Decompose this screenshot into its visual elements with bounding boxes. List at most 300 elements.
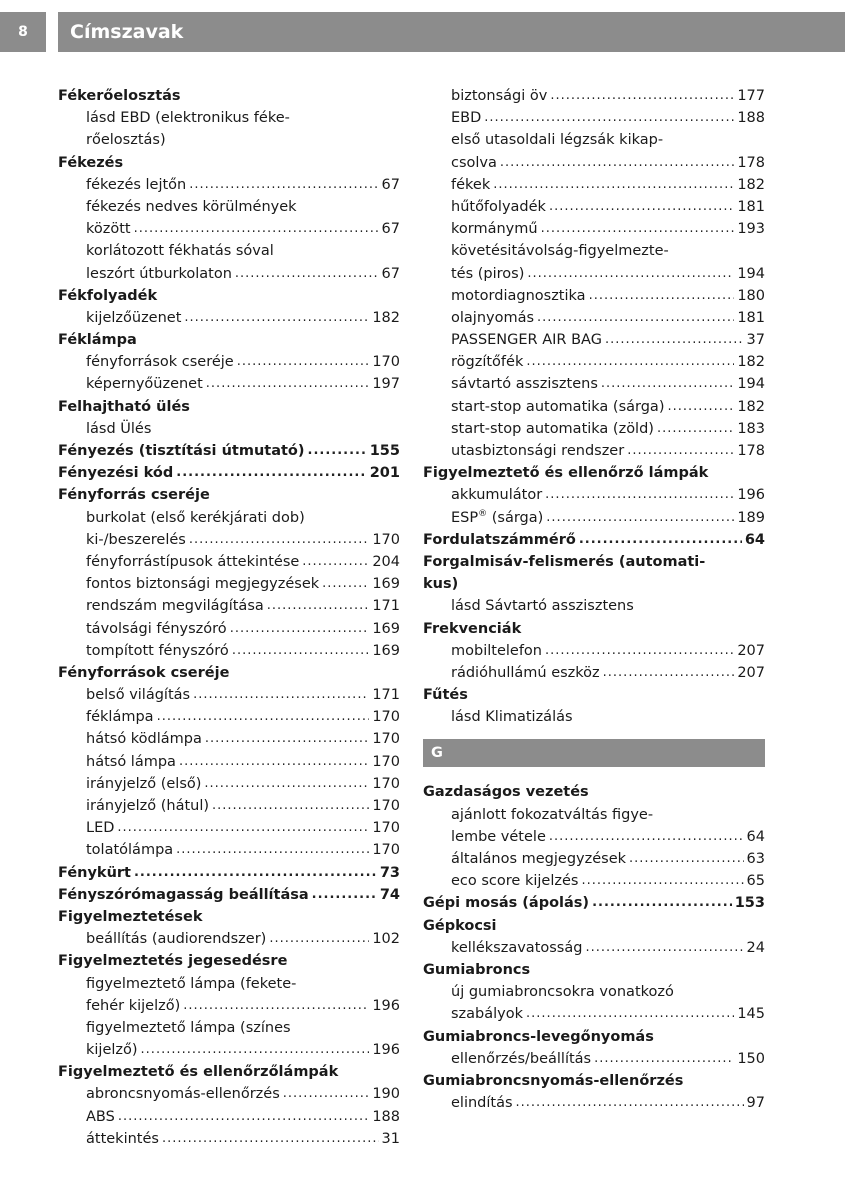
index-heading bbox=[58, 285, 400, 307]
index-heading bbox=[423, 915, 765, 937]
entry-text: Frekvenciák bbox=[423, 620, 522, 637]
dot-leader bbox=[603, 662, 735, 684]
index-heading bbox=[423, 892, 765, 914]
index-subentry bbox=[58, 773, 400, 795]
index-subentry bbox=[58, 684, 400, 706]
entry-text: kijelző) bbox=[86, 1042, 138, 1059]
dot-leader bbox=[541, 218, 735, 240]
index-heading bbox=[423, 1026, 765, 1048]
index-subentry bbox=[423, 1003, 765, 1025]
page-reference: 150 bbox=[737, 1050, 765, 1067]
dot-leader bbox=[118, 1106, 369, 1128]
page-reference: 97 bbox=[746, 1095, 765, 1112]
index-heading bbox=[58, 1061, 400, 1083]
page-reference: 145 bbox=[737, 1006, 765, 1023]
index-column-left bbox=[58, 85, 400, 1150]
index-subentry bbox=[58, 196, 400, 218]
entry-text: Fordulatszámmérő bbox=[423, 531, 576, 548]
entry-text: Fényforrás cseréje bbox=[58, 487, 210, 504]
page-reference: 169 bbox=[372, 576, 400, 593]
index-subentry bbox=[58, 373, 400, 395]
dot-leader bbox=[230, 618, 370, 640]
page-reference: 207 bbox=[737, 664, 765, 681]
entry-text: lembe vétele bbox=[451, 828, 546, 845]
entry-text: fényforrástípusok áttekintése bbox=[86, 553, 300, 570]
page-reference: 169 bbox=[372, 642, 400, 659]
page-reference: 182 bbox=[372, 309, 400, 326]
entry-text: beállítás (audiorendszer) bbox=[86, 931, 267, 948]
dot-leader bbox=[549, 826, 744, 848]
entry-text: Figyelmeztetés jegesedésre bbox=[58, 953, 288, 970]
entry-text: Fényezés (tisztítási útmutató) bbox=[58, 443, 305, 459]
page-reference: 178 bbox=[737, 154, 765, 171]
index-subentry bbox=[58, 618, 400, 640]
index-subentry bbox=[423, 263, 765, 285]
index-subentry bbox=[58, 1106, 400, 1128]
entry-text: LED bbox=[86, 820, 115, 837]
page-reference: 102 bbox=[372, 931, 400, 948]
index-subentry bbox=[423, 484, 765, 506]
entry-text: rőelosztás) bbox=[86, 132, 166, 149]
index-subentry bbox=[58, 1017, 400, 1039]
entry-text: hátsó lámpa bbox=[86, 753, 176, 770]
entry-text: fékezés nedves körülmények bbox=[86, 198, 297, 215]
page-reference: 182 bbox=[737, 176, 765, 193]
page-reference: 169 bbox=[372, 620, 400, 637]
page-reference: 196 bbox=[372, 1042, 400, 1059]
index-subentry bbox=[423, 826, 765, 848]
index-subentry bbox=[58, 751, 400, 773]
entry-text: start-stop automatika (zöld) bbox=[451, 420, 654, 437]
page-reference: 67 bbox=[381, 176, 400, 193]
page-reference: 24 bbox=[746, 939, 765, 956]
dot-leader bbox=[269, 928, 369, 950]
page-reference: 207 bbox=[737, 642, 765, 659]
index-heading bbox=[423, 529, 765, 551]
dot-leader bbox=[592, 892, 732, 914]
index-subentry bbox=[58, 1128, 400, 1150]
index-subentry bbox=[423, 981, 765, 1003]
index-subentry bbox=[423, 804, 765, 826]
index-subentry bbox=[58, 218, 400, 240]
dot-leader bbox=[579, 529, 742, 551]
entry-text: kijelzőüzenet bbox=[86, 309, 182, 326]
index-subentry bbox=[58, 1039, 400, 1061]
index-heading bbox=[58, 85, 400, 107]
index-subentry bbox=[423, 373, 765, 395]
index-subentry bbox=[58, 529, 400, 551]
index-subentry bbox=[423, 507, 765, 529]
page-reference: 64 bbox=[746, 828, 765, 845]
entry-text: sávtartó asszisztens bbox=[451, 376, 598, 393]
entry-text: akkumulátor bbox=[451, 487, 543, 504]
index-subentry bbox=[423, 285, 765, 307]
index-subentry bbox=[58, 351, 400, 373]
index-subentry bbox=[58, 706, 400, 728]
dot-leader bbox=[549, 196, 734, 218]
dot-leader bbox=[184, 307, 369, 329]
page-reference: 170 bbox=[372, 753, 400, 770]
entry-text: figyelmeztető lámpa (fekete- bbox=[86, 975, 297, 992]
index-subentry bbox=[58, 640, 400, 662]
index-heading bbox=[423, 618, 765, 640]
page-reference: 183 bbox=[737, 420, 765, 437]
index-subentry bbox=[58, 507, 400, 529]
index-heading bbox=[58, 884, 400, 906]
dot-leader bbox=[162, 1128, 379, 1150]
page-reference: 170 bbox=[372, 820, 400, 837]
entry-text: ellenőrzés/beállítás bbox=[451, 1050, 592, 1067]
entry-text: Fényszórómagasság beállítása bbox=[58, 886, 309, 903]
index-subentry bbox=[58, 595, 400, 617]
index-subentry bbox=[423, 129, 765, 151]
page-reference: 170 bbox=[372, 709, 400, 726]
entry-text: tompított fényszóró bbox=[86, 642, 229, 659]
page-reference: 188 bbox=[372, 1108, 400, 1125]
index-heading bbox=[58, 662, 400, 684]
entry-text: rádióhullámú eszköz bbox=[451, 664, 600, 681]
entry-text: Gazdaságos vezetés bbox=[423, 784, 589, 801]
dot-leader bbox=[484, 107, 734, 129]
dot-leader bbox=[206, 373, 370, 395]
dot-leader bbox=[308, 440, 367, 462]
dot-leader bbox=[516, 1092, 744, 1114]
dot-leader bbox=[667, 396, 734, 418]
index-subentry bbox=[423, 440, 765, 462]
page-reference: 197 bbox=[372, 376, 400, 393]
entry-text: Figyelmeztető és ellenőrző lámpák bbox=[423, 465, 709, 482]
dot-leader bbox=[601, 373, 734, 395]
dot-leader bbox=[204, 773, 369, 795]
index-heading bbox=[423, 573, 765, 595]
index-subentry bbox=[423, 351, 765, 373]
index-heading bbox=[58, 484, 400, 506]
entry-text: Figyelmeztetések bbox=[58, 908, 203, 925]
dot-leader bbox=[183, 995, 369, 1017]
index-subentry bbox=[423, 937, 765, 959]
entry-text: Gumiabroncs-levegőnyomás bbox=[423, 1028, 654, 1045]
index-subentry bbox=[58, 240, 400, 262]
index-subentry bbox=[58, 263, 400, 285]
index-subentry bbox=[58, 418, 400, 440]
index-heading bbox=[58, 440, 400, 462]
entry-text: olajnyomás bbox=[451, 309, 535, 326]
entry-text: rendszám megvilágítása bbox=[86, 598, 264, 615]
entry-text: eco score kijelzés bbox=[451, 873, 579, 890]
index-subentry bbox=[423, 640, 765, 662]
entry-text: ABS bbox=[86, 1108, 115, 1125]
page-reference: 182 bbox=[737, 398, 765, 415]
index-subentry bbox=[423, 870, 765, 892]
page-reference: 171 bbox=[372, 687, 400, 704]
dot-leader bbox=[141, 1039, 370, 1061]
entry-text: rögzítőfék bbox=[451, 354, 524, 371]
entry-text: mobiltelefon bbox=[451, 642, 542, 659]
page-reference: 181 bbox=[737, 309, 765, 326]
entry-text: Gumiabroncs bbox=[423, 961, 531, 978]
entry-text: fényforrások cseréje bbox=[86, 354, 234, 371]
entry-text: Féklámpa bbox=[58, 332, 137, 349]
entry-text: Fékezés bbox=[58, 154, 124, 171]
entry-text: ki-/beszerelés bbox=[86, 531, 186, 548]
index-subentry bbox=[58, 995, 400, 1017]
entry-text: kellékszavatosság bbox=[451, 939, 583, 956]
entry-text: csolva bbox=[451, 154, 497, 171]
entry-text: lásd Sávtartó asszisztens bbox=[451, 598, 634, 615]
entry-text: biztonsági öv bbox=[451, 88, 548, 104]
entry-text: motordiagnosztika bbox=[451, 287, 586, 304]
entry-text: ESP® (sárga) bbox=[451, 508, 544, 526]
entry-text: Fényezési kód bbox=[58, 465, 174, 482]
entry-text: Fékfolyadék bbox=[58, 287, 158, 304]
dot-leader bbox=[526, 1003, 734, 1025]
index-subentry bbox=[423, 418, 765, 440]
index-subentry bbox=[58, 174, 400, 196]
entry-text: első utasoldali légzsák kikap- bbox=[451, 132, 664, 149]
dot-leader bbox=[629, 848, 744, 870]
index-heading bbox=[58, 396, 400, 418]
dot-leader bbox=[189, 529, 369, 551]
dot-leader bbox=[526, 351, 734, 373]
page-reference: 188 bbox=[737, 110, 765, 127]
entry-text: ajánlott fokozatváltás figye- bbox=[451, 806, 654, 823]
entry-text: lásd Klimatizálás bbox=[451, 709, 573, 726]
entry-text: távolsági fényszóró bbox=[86, 620, 227, 637]
index-subentry bbox=[423, 662, 765, 684]
page-reference: 181 bbox=[737, 198, 765, 215]
index-heading bbox=[58, 329, 400, 351]
page-reference: 73 bbox=[379, 864, 400, 881]
entry-text: hátsó ködlámpa bbox=[86, 731, 202, 748]
index-heading bbox=[58, 152, 400, 174]
entry-text: áttekintés bbox=[86, 1130, 159, 1147]
page-reference: 170 bbox=[372, 798, 400, 814]
entry-text: EBD bbox=[451, 110, 482, 127]
entry-text: fékezés lejtőn bbox=[86, 176, 187, 193]
page-reference: 201 bbox=[369, 465, 400, 482]
dot-leader bbox=[232, 640, 370, 662]
index-heading bbox=[423, 1070, 765, 1092]
page-reference: 170 bbox=[372, 731, 400, 748]
page-reference: 31 bbox=[381, 1130, 400, 1147]
page-title: Címszavak bbox=[70, 21, 184, 43]
index-heading bbox=[423, 781, 765, 803]
dot-leader bbox=[545, 484, 734, 506]
entry-text: Fényforrások cseréje bbox=[58, 664, 230, 681]
index-heading bbox=[423, 959, 765, 981]
entry-text: szabályok bbox=[451, 1006, 524, 1023]
entry-text: képernyőüzenet bbox=[86, 376, 203, 393]
page-reference: 170 bbox=[372, 531, 400, 548]
dot-leader bbox=[134, 218, 379, 240]
page-reference: 193 bbox=[737, 221, 765, 238]
dot-leader bbox=[550, 85, 734, 107]
index-subentry bbox=[423, 85, 765, 107]
entry-text: féklámpa bbox=[86, 709, 154, 726]
entry-text: Fékerőelosztás bbox=[58, 88, 181, 104]
page-reference: 67 bbox=[381, 265, 400, 282]
page-reference: 170 bbox=[372, 775, 400, 792]
entry-text: általános megjegyzések bbox=[451, 851, 627, 867]
page-number: 8 bbox=[0, 12, 46, 52]
dot-leader bbox=[500, 152, 734, 174]
dot-leader bbox=[312, 884, 377, 906]
index-subentry bbox=[423, 174, 765, 196]
entry-text: kus) bbox=[423, 576, 459, 593]
page-reference: 171 bbox=[372, 598, 400, 615]
index-subentry bbox=[423, 196, 765, 218]
dot-leader bbox=[581, 870, 743, 892]
entry-text: Fűtés bbox=[423, 687, 468, 704]
dot-leader bbox=[589, 285, 735, 307]
index-subentry bbox=[423, 107, 765, 129]
entry-text: Fénykürt bbox=[58, 864, 131, 881]
page-reference: 180 bbox=[737, 287, 765, 304]
entry-text: irányjelző (hátul) bbox=[86, 798, 210, 814]
page-reference: 153 bbox=[734, 895, 765, 912]
page-reference: 177 bbox=[737, 88, 765, 104]
page-reference: 170 bbox=[372, 354, 400, 371]
dot-leader bbox=[134, 862, 377, 884]
page-reference: 63 bbox=[746, 851, 765, 867]
page-reference: 178 bbox=[737, 443, 765, 459]
index-subentry bbox=[58, 928, 400, 950]
index-subentry bbox=[423, 218, 765, 240]
page-reference: 194 bbox=[737, 376, 765, 393]
index-subentry bbox=[423, 396, 765, 418]
page-reference: 74 bbox=[379, 886, 400, 903]
entry-text: korlátozott fékhatás sóval bbox=[86, 243, 274, 260]
index-subentry bbox=[58, 817, 400, 839]
page-reference: 37 bbox=[746, 332, 765, 349]
index-heading bbox=[58, 862, 400, 884]
dot-leader bbox=[176, 462, 366, 484]
dot-leader bbox=[212, 795, 369, 817]
index-subentry bbox=[58, 551, 400, 573]
entry-text: abroncsnyomás-ellenőrzés bbox=[86, 1086, 280, 1103]
entry-text: hűtőfolyadék bbox=[451, 198, 546, 215]
entry-text: között bbox=[86, 221, 131, 238]
index-subentry bbox=[423, 1048, 765, 1070]
index-subentry bbox=[58, 973, 400, 995]
index-heading bbox=[423, 684, 765, 706]
dot-leader bbox=[537, 307, 734, 329]
dot-leader bbox=[322, 573, 369, 595]
entry-text: követésitávolság-figyelmezte- bbox=[451, 243, 669, 260]
entry-text: leszórt útburkolaton bbox=[86, 265, 232, 282]
entry-text: új gumiabroncsokra vonatkozó bbox=[451, 984, 674, 1001]
index-subentry bbox=[58, 573, 400, 595]
dot-leader bbox=[267, 595, 370, 617]
entry-text: belső világítás bbox=[86, 687, 191, 704]
entry-text: figyelmeztető lámpa (színes bbox=[86, 1019, 291, 1036]
index-heading bbox=[58, 462, 400, 484]
page-reference: 196 bbox=[372, 997, 400, 1014]
entry-text: start-stop automatika (sárga) bbox=[451, 398, 665, 415]
entry-text: lásd EBD (elektronikus féke- bbox=[86, 110, 290, 127]
entry-text: PASSENGER AIR BAG bbox=[451, 332, 602, 349]
dot-leader bbox=[193, 684, 369, 706]
page-reference: 155 bbox=[369, 443, 400, 459]
dot-leader bbox=[527, 263, 734, 285]
dot-leader bbox=[302, 551, 369, 573]
dot-leader bbox=[157, 706, 370, 728]
entry-text: Gépi mosás (ápolás) bbox=[423, 895, 590, 912]
entry-text: Figyelmeztető és ellenőrzőlámpák bbox=[58, 1064, 339, 1081]
dot-leader bbox=[179, 751, 369, 773]
index-subentry bbox=[423, 1092, 765, 1114]
dot-leader bbox=[546, 507, 734, 529]
entry-text: kormánymű bbox=[451, 221, 538, 238]
entry-text: lásd Ülés bbox=[86, 420, 152, 437]
page-reference: 65 bbox=[746, 873, 765, 890]
index-subentry bbox=[58, 728, 400, 750]
page-reference: 189 bbox=[737, 509, 765, 526]
entry-text: tolatólámpa bbox=[86, 842, 174, 859]
index-subentry bbox=[58, 795, 400, 817]
entry-text: Felhajtható ülés bbox=[58, 398, 190, 415]
section-letter-bar: G bbox=[423, 739, 765, 767]
page-reference: 194 bbox=[737, 265, 765, 282]
page-reference: 64 bbox=[744, 531, 765, 548]
index-subentry bbox=[423, 240, 765, 262]
entry-text: Gumiabroncsnyomás-ellenőrzés bbox=[423, 1072, 684, 1089]
page-reference: 67 bbox=[381, 221, 400, 238]
dot-leader bbox=[283, 1083, 370, 1105]
index-heading bbox=[423, 462, 765, 484]
dot-leader bbox=[237, 351, 370, 373]
entry-text: burkolat (első kerékjárati dob) bbox=[86, 509, 305, 526]
index-subentry bbox=[423, 706, 765, 728]
index-subentry bbox=[58, 839, 400, 861]
entry-text: Gépkocsi bbox=[423, 917, 497, 934]
page-reference: 170 bbox=[372, 842, 400, 859]
dot-leader bbox=[657, 418, 734, 440]
dot-leader bbox=[235, 263, 379, 285]
dot-leader bbox=[189, 174, 378, 196]
dot-leader bbox=[605, 329, 744, 351]
index-subentry bbox=[423, 307, 765, 329]
page-reference: 204 bbox=[372, 553, 400, 570]
index-heading bbox=[58, 950, 400, 972]
entry-text: elindítás bbox=[451, 1095, 513, 1112]
page-header bbox=[0, 0, 845, 50]
dot-leader bbox=[493, 174, 734, 196]
index-heading bbox=[58, 906, 400, 928]
page-reference: 196 bbox=[737, 487, 765, 504]
entry-text: tés (piros) bbox=[451, 265, 525, 282]
index-subentry bbox=[423, 595, 765, 617]
entry-text: fontos biztonsági megjegyzések bbox=[86, 576, 320, 593]
entry-text: fékek bbox=[451, 176, 491, 193]
index-subentry bbox=[58, 129, 400, 151]
dot-leader bbox=[117, 817, 369, 839]
dot-leader bbox=[627, 440, 734, 462]
dot-leader bbox=[585, 937, 743, 959]
index-subentry bbox=[58, 307, 400, 329]
index-subentry bbox=[58, 107, 400, 129]
index-column-right bbox=[423, 85, 765, 1114]
index-subentry bbox=[423, 848, 765, 870]
page-reference: 190 bbox=[372, 1086, 400, 1103]
dot-leader bbox=[205, 728, 369, 750]
entry-text: utasbiztonsági rendszer bbox=[451, 443, 625, 459]
index-subentry bbox=[423, 329, 765, 351]
entry-text: irányjelző (első) bbox=[86, 775, 202, 792]
dot-leader bbox=[594, 1048, 734, 1070]
index-subentry bbox=[423, 152, 765, 174]
entry-text: fehér kijelző) bbox=[86, 997, 181, 1014]
